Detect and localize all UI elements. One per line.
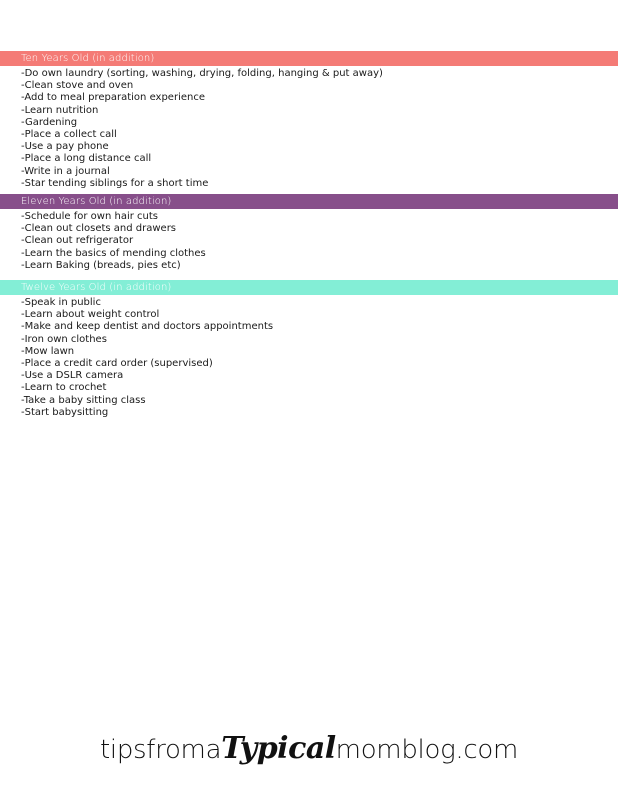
list-item: -Iron own clothes <box>21 333 107 345</box>
list-item: -Start babysitting <box>21 406 109 418</box>
list-item: -Place a long distance call <box>21 153 152 165</box>
list-item: -Use a DSLR camera <box>21 370 124 382</box>
list-item: -Add to meal preparation experience <box>21 92 205 104</box>
section-ten-years <box>0 51 618 190</box>
task-list-twelve-years <box>0 297 618 419</box>
list-item: -Speak in public <box>21 297 101 308</box>
list-item: -Learn the basics of mending clothes <box>21 247 206 259</box>
list-item: -Learn Baking (breads, pies etc) <box>21 259 181 271</box>
section-header-twelve-years: Twelve Years Old (in addition) <box>0 280 618 295</box>
list-item: -Make and keep dentist and doctors appointments <box>21 321 274 333</box>
list-item: -Clean out closets and drawers <box>21 223 177 235</box>
task-list-ten-years <box>0 68 618 190</box>
list-item: -Schedule for own hair cuts <box>21 211 158 222</box>
task-list-eleven-years <box>0 211 618 272</box>
footer-brand-script: Typical <box>221 731 336 766</box>
footer-brand <box>0 731 618 779</box>
section-twelve-years <box>0 280 618 419</box>
list-item: -Take a baby sitting class <box>21 394 146 406</box>
list-item: -Learn about weight control <box>21 309 160 321</box>
footer-brand-part-3: momblog.com <box>335 735 518 765</box>
section-header-ten-years: Ten Years Old (in addition) <box>0 51 618 66</box>
list-item: -Write in a journal <box>21 165 110 177</box>
section-eleven-years <box>0 194 618 272</box>
list-item: -Clean out refrigerator <box>21 235 134 247</box>
list-item: -Mow lawn <box>21 345 75 357</box>
list-item: -Learn to crochet <box>21 382 107 394</box>
list-item: -Clean stove and oven <box>21 80 134 92</box>
list-item: -Place a collect call <box>21 129 117 141</box>
list-item: -Use a pay phone <box>21 141 109 153</box>
footer-brand-part-1: tipsfroma <box>100 735 222 765</box>
list-item: -Place a credit card order (supervised) <box>21 358 213 370</box>
list-item: -Gardening <box>21 116 78 128</box>
list-item: -Do own laundry (sorting, washing, drying, folding, hanging & put away) <box>21 68 383 79</box>
list-item: -Learn nutrition <box>21 104 99 116</box>
list-item: -Star tending siblings for a short time <box>21 177 209 189</box>
section-header-eleven-years: Eleven Years Old (in addition) <box>0 194 618 209</box>
